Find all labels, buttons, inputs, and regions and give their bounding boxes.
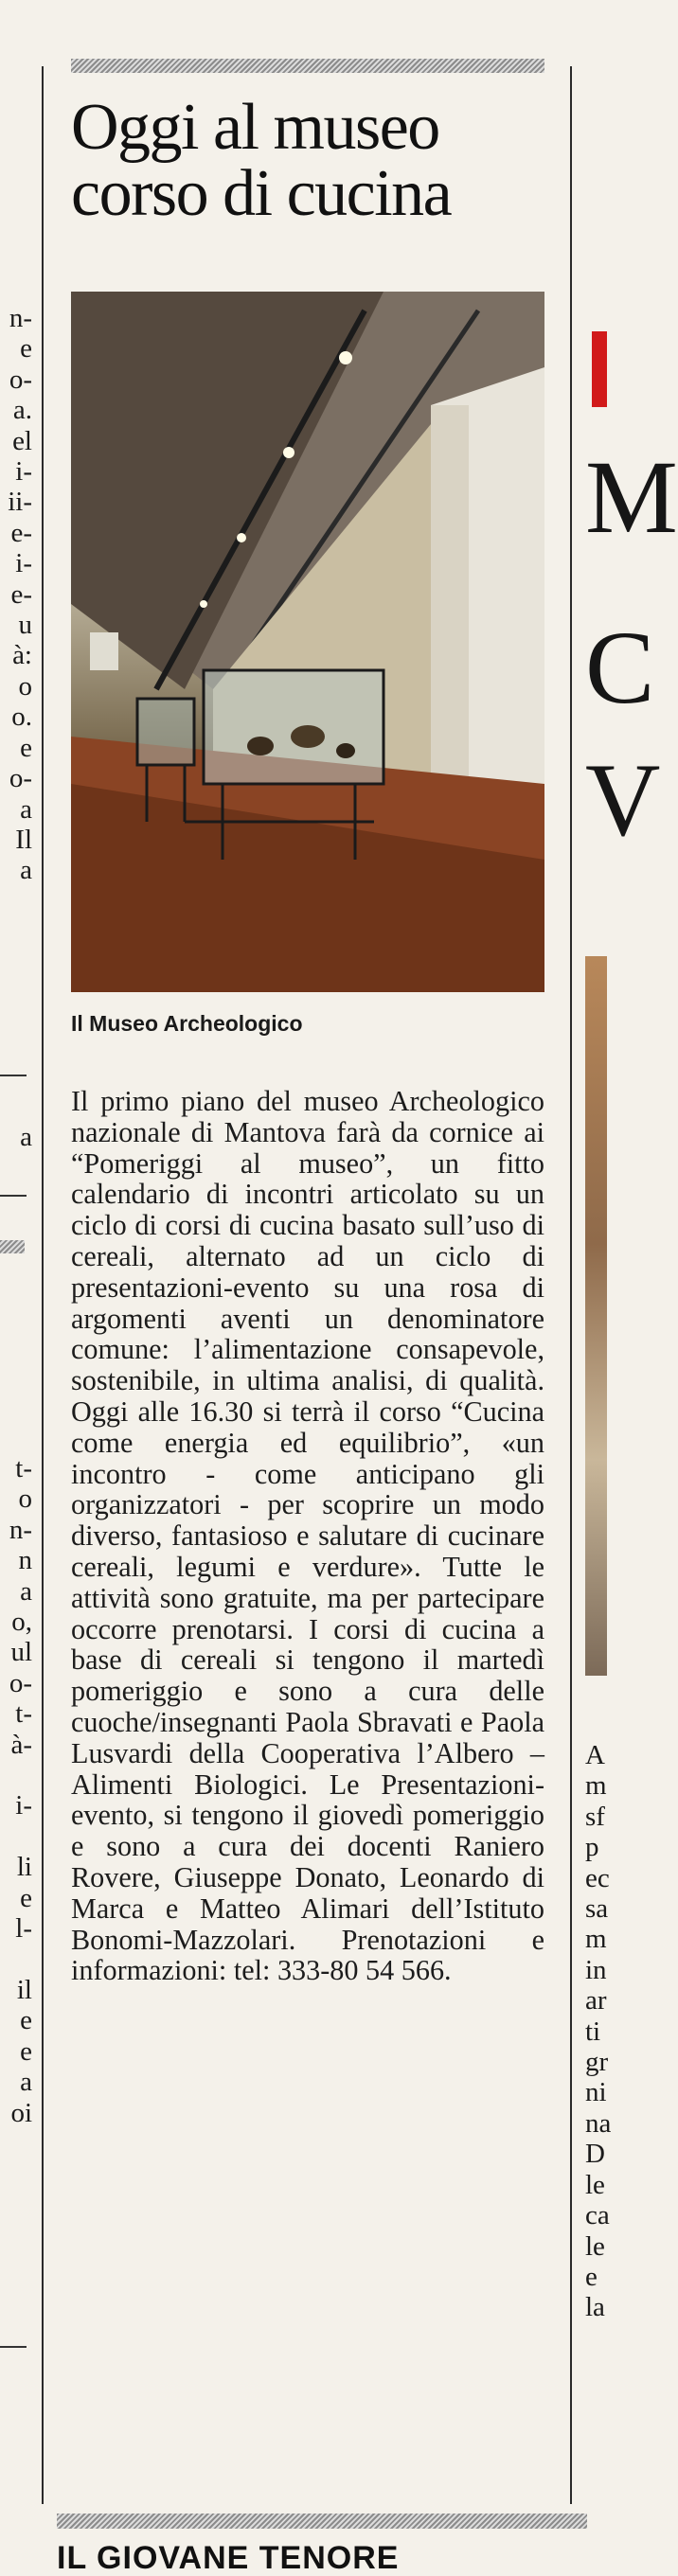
left-column-hatch bbox=[0, 1240, 25, 1253]
left-column-text-fragment bbox=[0, 1945, 32, 1975]
right-column-text-fragment: p bbox=[585, 1832, 599, 1863]
left-column-text-fragment: o- bbox=[9, 364, 32, 395]
right-column-text-fragment: ti bbox=[585, 2016, 601, 2047]
article-headline bbox=[71, 91, 544, 230]
column-rule-right bbox=[570, 66, 572, 2504]
left-column-rule bbox=[0, 2346, 27, 2348]
left-column-text-fragment: i- bbox=[15, 1790, 32, 1821]
left-column-text-fragment: a bbox=[20, 793, 32, 825]
left-column-text-fragment: a bbox=[20, 2067, 32, 2098]
right-column-text-fragment: in bbox=[585, 1954, 607, 1985]
left-column-text-fragment: a bbox=[20, 855, 32, 886]
right-column-text-fragment: le bbox=[585, 2169, 605, 2200]
left-column-text-fragment: o. bbox=[11, 702, 32, 733]
left-column-text-fragment: el bbox=[12, 425, 32, 456]
photo-caption: Il Museo Archeologico bbox=[71, 1011, 303, 1036]
right-column-text-fragment: sa bbox=[585, 1893, 609, 1925]
left-column-text-fragment: ii- bbox=[8, 487, 32, 518]
right-column-text-fragment: e bbox=[585, 2261, 598, 2292]
left-column-text-fragment: n- bbox=[9, 1514, 32, 1545]
left-column-text-fragment: ul bbox=[10, 1637, 32, 1668]
left-column-text-fragment: e bbox=[20, 1882, 32, 1913]
right-column-text-fragment: D bbox=[585, 2139, 605, 2170]
left-column-text-fragment: t- bbox=[15, 1453, 32, 1483]
left-column-rule bbox=[0, 1195, 27, 1197]
column-rule-left bbox=[42, 66, 44, 2504]
right-column-text-fragment: la bbox=[585, 2292, 605, 2323]
left-column-text-fragment: i- bbox=[15, 548, 32, 579]
left-column-fragments bbox=[0, 303, 32, 886]
right-column-fragments bbox=[580, 0, 612, 2561]
left-column-text-fragment: e- bbox=[10, 517, 32, 548]
bottom-band bbox=[57, 2514, 587, 2529]
right-column-big-letter: M bbox=[585, 439, 678, 555]
right-column-text-fragment: m bbox=[585, 1924, 607, 1955]
left-column-text-fragment: o bbox=[18, 670, 32, 702]
left-column-text-fragment: n bbox=[18, 1545, 32, 1576]
right-column-text-fragment: m bbox=[585, 1770, 607, 1802]
left-column-text-fragment: e bbox=[20, 2005, 32, 2036]
next-article-headline: IL GIOVANE TENORE bbox=[57, 2540, 400, 2576]
left-column-text-fragment: li bbox=[16, 1852, 32, 1883]
left-column-text-fragment: à- bbox=[10, 1729, 32, 1760]
headline-line-2: corso di cucina bbox=[71, 157, 452, 230]
left-column-text-fragment: o- bbox=[9, 1667, 32, 1698]
article-body: Il primo piano del museo Archeologico nazionale di Mantova farà da cornice ai “Pomeriggi al museo”, un fitto calendario di incontri articolato su un ciclo di corsi di cucina basato sull’uso di cereali, alternato ad un ciclo di presentazioni-evento su una rosa di argomenti aventi un denominatore comune: l’alimentazione consapevole, sostenibile, in ultima analisi, di qualità. Oggi alle 16.30 si terrà il corso “Cucina come energia ed equilibrio”, «un incontro - come anticipano gli organizzatori - per scoprire un modo diverso, fantasioso e salutare di cucinare cereali, legumi e verdure». Tutte le attività sono gratuite, ma per partecipare occorre prenotarsi. I corsi di cucina a base di cereali si tengono il martedì pomeriggio e sono a cura delle cuoche/insegnanti Paola Sbravati e Paola Lusvardi della Cooperativa l’Albero – Alimenti Biologici. Le Presentazioni-evento, si tengono il giovedì pomeriggio e sono a cura dei docenti Raniero Rovere, Giuseppe Donato, Leonardo di Marca e Matteo Alimari dell’Istituto Bonomi-Mazzolari. Prenotazioni e informazioni: tel: 333-80 54 566. bbox=[71, 1085, 544, 1987]
left-column-text-fragment: a bbox=[20, 1122, 32, 1152]
left-column-text-fragment: il bbox=[16, 1974, 32, 2005]
left-column-text-fragment: à: bbox=[12, 640, 32, 671]
left-column-text-fragment: e bbox=[20, 333, 32, 364]
left-column-text-fragment: o bbox=[18, 1483, 32, 1515]
right-column-text-fragment: ec bbox=[585, 1862, 610, 1893]
left-column-text-fragment: oi bbox=[10, 2097, 32, 2128]
left-column-text-fragment: l- bbox=[15, 1913, 32, 1945]
museum-photo bbox=[71, 292, 544, 992]
right-column-text-fragment: sf bbox=[585, 1801, 605, 1832]
left-column-text-fragment bbox=[0, 1821, 32, 1852]
right-column-text-fragment: ca bbox=[585, 2200, 610, 2231]
right-column-text-fragment: na bbox=[585, 2107, 612, 2139]
right-column-text-fragment: A bbox=[585, 1740, 605, 1770]
left-column-text-fragment: a bbox=[20, 1575, 32, 1607]
left-column-fragment-mid bbox=[0, 1122, 32, 1152]
article bbox=[71, 57, 544, 1986]
left-column-text-fragment: a. bbox=[12, 395, 32, 426]
left-column-text-fragment: t- bbox=[15, 1698, 32, 1730]
left-column-fragments-bottom bbox=[0, 1453, 32, 2128]
left-column-rule bbox=[0, 1075, 27, 1076]
right-column-text-fragment: gr bbox=[585, 2047, 609, 2078]
left-column-text-fragment: Il bbox=[15, 824, 32, 855]
right-column-text-fragment: le bbox=[585, 2230, 605, 2262]
left-column-text-fragment bbox=[0, 1760, 32, 1790]
left-column-text-fragment: o- bbox=[9, 763, 32, 794]
left-column-text-fragment: i- bbox=[15, 456, 32, 488]
headline-line-1: Oggi al museo bbox=[71, 91, 439, 164]
left-column-text-fragment: u bbox=[18, 610, 32, 641]
left-column-text-fragment: e- bbox=[10, 578, 32, 610]
left-column-text-fragment: o, bbox=[11, 1607, 32, 1638]
left-column-text-fragment: e bbox=[20, 2035, 32, 2067]
left-column-text-fragment: e bbox=[20, 732, 32, 763]
right-column-big-letter: C bbox=[585, 610, 655, 725]
right-column-text-fragment: ar bbox=[585, 1985, 607, 2016]
left-column-text-fragment: n- bbox=[9, 303, 32, 333]
right-column-big-letter: V bbox=[585, 742, 661, 858]
right-column-text-fragment: ni bbox=[585, 2077, 607, 2108]
